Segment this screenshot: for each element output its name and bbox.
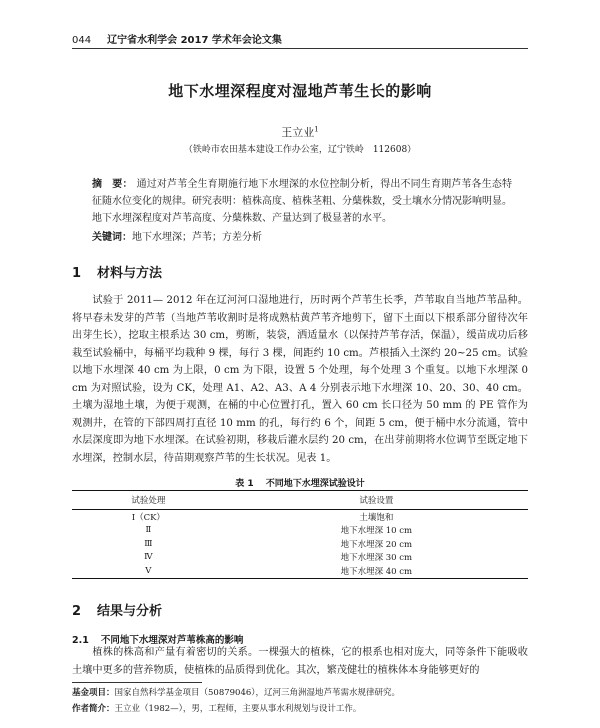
- page-number: 044: [72, 35, 92, 46]
- abstract-text: 通过对芦苇全生育期施行地下水埋深的水位控制分析，得出不同生育期芦苇各生态特征随水位变化的规律。研究表明：植株高度、植株茎粗、分蘖株数，受土壤水分情况影响明显。地下水埋深程度对芦苇高度、分蘖株数、产量达到了极显著的水平。: [92, 179, 513, 224]
- table-number: 表 1: [235, 479, 254, 489]
- table-row: [72, 551, 528, 565]
- section-title: 材料与方法: [97, 266, 163, 281]
- table-cell: Ⅴ: [72, 564, 225, 578]
- author-line: [72, 124, 528, 140]
- journal-title: 辽宁省水利学会 2017 学术年会论文集: [107, 35, 282, 46]
- author-superscript: 1: [314, 125, 319, 134]
- author-name: 王立业: [281, 126, 315, 139]
- table-cell: 地下水埋深 30 cm: [340, 553, 413, 564]
- keywords-text: 地下水埋深；芦苇；方差分析: [132, 232, 262, 243]
- section-title: 结果与分析: [97, 604, 163, 619]
- abstract: [92, 176, 512, 227]
- fund-label: 基金项目：: [72, 688, 115, 698]
- table-row: [72, 564, 528, 578]
- table-cell: 地下水埋深 40 cm: [225, 564, 528, 578]
- table-header-cell: 试验处理: [72, 491, 225, 510]
- table-title: 不同地下水埋深试验设计: [265, 479, 365, 489]
- footnote-fund: [72, 686, 528, 698]
- table-row: [72, 524, 528, 538]
- table-header-cell: 试验设置: [225, 491, 528, 510]
- table-cell: 地下水埋深 20 cm: [340, 539, 413, 550]
- author-bio-label: 作者简介：: [72, 704, 115, 714]
- footnote-rule: [72, 682, 202, 683]
- table-row: [72, 537, 528, 551]
- table-cell: Ⅲ: [144, 538, 153, 549]
- running-header: [72, 30, 528, 49]
- subsection-title: 不同地下水埋深对芦苇株高的影响: [100, 635, 244, 646]
- design-table: [72, 490, 528, 579]
- section-number: 2: [72, 604, 82, 619]
- table-header-row: [72, 491, 528, 510]
- table-cell: Ⅳ: [144, 552, 153, 563]
- affiliation: （铁岭市农田基本建设工作办公室，辽宁铁岭 112608）: [183, 145, 417, 155]
- table-cell: Ⅰ（CK）: [131, 512, 165, 523]
- keywords-label: 关键词：: [92, 232, 132, 243]
- keywords: [92, 228, 512, 243]
- footnote-author: [72, 702, 528, 714]
- section-number: 1: [72, 266, 82, 281]
- author-bio-text: 王立业（1982—），男，工程师，主要从事水利规划与设计工作。: [114, 704, 362, 714]
- fund-text: 国家自然科学基金项目（50879046），辽河三角洲湿地芦苇需水规律研究。: [114, 688, 401, 698]
- section-heading-1: [72, 262, 162, 281]
- abstract-label: 摘 要：: [92, 179, 133, 190]
- table-cell: 土壤饱和: [359, 512, 394, 523]
- table-row: [72, 510, 528, 524]
- table-cell: Ⅱ: [145, 525, 152, 536]
- section-heading-2: [72, 600, 162, 619]
- results-paragraph: 植株的株高和产量有着密切的关系。一棵强大的植株，它的根系也相对庞大，同等条件下能吸收土壤中更多的营养物质，使植株的品质得到优化。其次，繁茂健壮的植株体本身能够更好的: [72, 647, 528, 676]
- subsection-number: 2.1: [72, 635, 89, 646]
- table-cell: 地下水埋深 10 cm: [340, 526, 413, 537]
- paper-title: 地下水埋深程度对湿地芦苇生长的影响: [168, 82, 432, 100]
- table-caption: [72, 476, 528, 489]
- methods-paragraph: 试验于 2011— 2012 年在辽河河口湿地进行，历时两个芦苇生长季，芦苇取自当地芦苇品种。将早春未发芽的芦苇（当地芦苇收割时是将成熟枯黄芦苇齐地剪下，留下土面以下根系部分留待次年出芽生长），挖取主根系达 30 cm，剪断，装袋，洒适量水（以保持芦苇存活，保温），缓苗成功后移栽至试验桶中，每桶平均栽种 9 棵，每行 3 棵，间距约 10 cm。芦根插入土深约 20~25 cm。试验以地下水埋深 40 cm 为上限，0 cm 为下限，设置 5 个处理，每个处理 3 个重复。以地下水埋深 0 cm 为对照试验，设为 CK，处理 A1、A2、A3、A 4 分别表示地下水埋深 10、20、30、40 cm。土壤为湿地土壤，为便于观测，在桶的中心位置打孔，置入 60 cm 长口径为 50 mm 的 PE 管作为观测井，在管的下部四周打直径 10 mm 的孔，每行约 6 个，间距 5 cm，便于桶中水分流通，管中水层深度即为地下水埋深。在试验初期，移栽后灌水层约 20 cm，在出芽前期将水位调节至既定地下水埋深，控制水层，待苗期观察芦苇的生长状况。见表 1。: [72, 295, 528, 464]
